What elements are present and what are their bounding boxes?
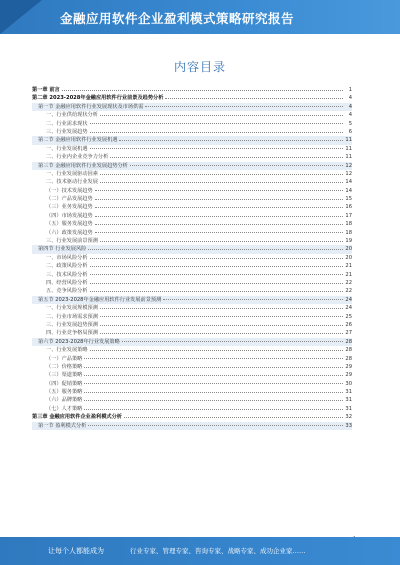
toc-entry-title: 第六节 2023-2028年行业发展策略 <box>32 338 121 346</box>
toc-entry-title: 一、行业发展策略 <box>32 346 89 354</box>
toc-entry-page: 22 <box>345 279 352 286</box>
toc-entry[interactable] <box>32 212 352 220</box>
toc-leader-dots <box>95 224 343 225</box>
header-accent <box>0 0 42 34</box>
toc-entry-page: 30 <box>345 380 352 387</box>
toc-entry[interactable] <box>32 380 352 388</box>
toc-entry-title: 第三章 金融应用软件企业盈利模式分析 <box>32 414 122 421</box>
toc-entry[interactable] <box>32 422 352 430</box>
toc-leader-dots <box>100 333 343 334</box>
toc-entry-page: 20 <box>345 246 352 253</box>
toc-entry[interactable] <box>32 245 352 253</box>
toc-entry-title: 二、行业需求现状 <box>32 120 89 128</box>
toc-entry[interactable] <box>32 229 352 237</box>
toc-entry-title: （六）品牌策略 <box>32 396 83 404</box>
toc-entry-title: （五）服务策略 <box>32 388 83 396</box>
toc-entry-title: 三、行业发展趋势预测 <box>32 321 99 329</box>
toc-entry[interactable] <box>32 271 352 279</box>
toc-leader-dots <box>84 392 343 393</box>
toc-entry-title: 一、行业发展驱动因素 <box>32 170 99 178</box>
toc-entry[interactable] <box>32 413 352 421</box>
toc-entry[interactable] <box>32 329 352 337</box>
toc-leader-dots <box>84 358 343 359</box>
toc-entry-title: 二、技术驱动行业发展 <box>32 178 99 186</box>
toc-entry-title: 三、行业发展趋势 <box>32 128 89 136</box>
toc-entry[interactable] <box>32 103 352 111</box>
toc-entry-page: 4 <box>348 112 352 119</box>
toc-entry-title: 第四节 行业发展风险 <box>32 245 87 253</box>
toc-entry-page: 12 <box>345 170 352 177</box>
toc-leader-dots <box>100 115 343 116</box>
toc-entry[interactable] <box>32 346 352 354</box>
toc-entry-title: （二）价格策略 <box>32 363 83 371</box>
toc-entry-title: （二）产品发展趋势 <box>32 195 94 203</box>
toc-entry-page: 24 <box>345 296 352 303</box>
toc-leader-dots <box>95 232 343 233</box>
footer-bar <box>0 537 400 565</box>
toc-leader-dots <box>100 308 343 309</box>
toc-entry[interactable] <box>32 262 352 270</box>
toc-entry[interactable] <box>32 321 352 329</box>
toc-entry[interactable] <box>32 187 352 195</box>
toc-leader-dots <box>90 123 343 124</box>
toc-leader-dots <box>145 106 343 107</box>
toc-entry[interactable] <box>32 94 352 102</box>
toc-leader-dots <box>90 258 343 259</box>
toc-leader-dots <box>119 140 343 141</box>
toc-leader-dots <box>95 216 343 217</box>
toc-entry-page: 11 <box>345 137 352 144</box>
toc-leader-dots <box>90 274 343 275</box>
toc-entry-page: 14 <box>345 179 352 186</box>
toc-entry-title: （六）政策发展趋势 <box>32 229 94 237</box>
toc-leader-dots <box>88 249 343 250</box>
footer-tagline: 行业专家、管理专家、咨询专家、战略专家、成功企业家…… <box>130 547 306 555</box>
toc-entry-page: 11 <box>345 154 352 161</box>
toc-entry-page: 28 <box>345 355 352 362</box>
toc-entry-title: 二、行业市场需求预测 <box>32 313 99 321</box>
toc-leader-dots <box>100 316 343 317</box>
toc-entry-page: 16 <box>345 204 352 211</box>
toc-entry-page: 19 <box>345 238 352 245</box>
toc-entry[interactable] <box>32 203 352 211</box>
toc-entry-title: 二、政策风险分析 <box>32 262 89 270</box>
toc-entry[interactable] <box>32 254 352 262</box>
toc-entry-page: 18 <box>345 221 352 228</box>
toc-entry-title: 三、行业发展前景预测 <box>32 237 99 245</box>
toc-leader-dots <box>100 182 343 183</box>
toc-leader-dots <box>110 157 343 158</box>
toc-entry[interactable] <box>32 145 352 153</box>
toc-entry-title: 第三节 金融应用软件行业发展趋势分析 <box>32 162 129 170</box>
toc-entry-title: 四、经营风险分析 <box>32 279 89 287</box>
toc-entry[interactable] <box>32 296 352 304</box>
toc-entry-title: （一）产品策略 <box>32 355 83 363</box>
footer-slogan: 让每个人都能成为 <box>48 547 104 555</box>
toc-leader-dots <box>84 383 343 384</box>
toc-entry[interactable] <box>32 304 352 312</box>
toc-leader-dots <box>90 266 343 267</box>
toc-entry-page: 1 <box>348 87 352 93</box>
toc-entry[interactable] <box>32 237 352 245</box>
toc-entry-page: 18 <box>345 229 352 236</box>
toc-leader-dots <box>165 98 343 99</box>
toc-heading: 内容目录 <box>173 60 226 74</box>
toc-entry[interactable] <box>32 279 352 287</box>
toc-leader-dots <box>90 283 343 284</box>
toc-leader-dots <box>90 148 343 149</box>
toc-entry-page: 29 <box>345 363 352 370</box>
toc-entry-page: 12 <box>345 162 352 169</box>
toc-leader-dots <box>84 367 343 368</box>
toc-entry[interactable] <box>32 128 352 136</box>
toc-leader-dots <box>90 350 343 351</box>
toc-entry-title: （七）人才策略 <box>32 405 83 413</box>
toc-entry[interactable] <box>32 363 352 371</box>
toc-entry[interactable] <box>32 170 352 178</box>
toc-leader-dots <box>130 165 343 166</box>
toc-entry[interactable] <box>32 338 352 346</box>
toc-entry-title: 第二章 2023-2028年金融应用软件行业前景及趋势分析 <box>32 95 164 102</box>
toc-leader-dots <box>90 291 343 292</box>
toc-leader-dots <box>95 190 343 191</box>
toc-entry-page: 31 <box>345 389 352 396</box>
toc-entry[interactable] <box>32 195 352 203</box>
toc-entry-title: 四、行业竞争格局预测 <box>32 329 99 337</box>
toc-entry-page: 5 <box>348 120 352 127</box>
toc-leader-dots <box>100 174 343 175</box>
toc-entry-title: 第一节 金融应用软件行业发展现状及市场供需 <box>32 103 144 111</box>
toc-entry-title: 第一章 前言 <box>32 87 60 93</box>
toc-entry[interactable] <box>32 136 352 144</box>
toc-leader-dots <box>84 409 343 410</box>
toc-leader-dots <box>95 207 343 208</box>
toc-entry[interactable] <box>32 162 352 170</box>
toc-entry-page: 28 <box>345 338 352 345</box>
toc-entry[interactable] <box>32 111 352 119</box>
toc-entry[interactable] <box>32 388 352 396</box>
toc-entry-title: （三）业务发展趋势 <box>32 203 94 211</box>
toc-entry[interactable] <box>32 153 352 161</box>
toc-entry-title: （四）促销策略 <box>32 380 83 388</box>
toc-entry-title: 一、行业供给现状分析 <box>32 111 99 119</box>
toc-entry-title: （一）技术发展趋势 <box>32 187 94 195</box>
toc-entry-page: 14 <box>345 187 352 194</box>
toc-entry-page: 32 <box>345 414 352 421</box>
toc-entry-page: 29 <box>345 372 352 379</box>
toc-leader-dots <box>124 417 343 418</box>
toc-entry-page: 24 <box>345 305 352 312</box>
toc-entry-page: 6 <box>348 128 352 135</box>
toc-entry[interactable] <box>32 405 352 413</box>
toc-entry-title: 一、行业发展规模预测 <box>32 304 99 312</box>
report-title: 金融应用软件企业盈利模式策略研究报告 <box>60 11 295 26</box>
toc-entry[interactable] <box>32 287 352 295</box>
toc-leader-dots <box>100 325 343 326</box>
toc-entry[interactable] <box>32 355 352 363</box>
toc-entry[interactable] <box>32 178 352 186</box>
toc-entry[interactable] <box>32 313 352 321</box>
toc-entry-page: 25 <box>345 313 352 320</box>
toc-entry-page: 20 <box>345 254 352 261</box>
toc-leader-dots <box>62 90 343 91</box>
toc-entry-page: 22 <box>345 288 352 295</box>
toc-entry-page: 26 <box>345 321 352 328</box>
toc-entry-title: 一、市场风险分析 <box>32 254 89 262</box>
toc-entry[interactable] <box>32 120 352 128</box>
toc-entry-page: 17 <box>345 212 352 219</box>
toc-leader-dots <box>122 341 343 342</box>
toc-leader-dots <box>84 375 343 376</box>
toc-entry-page: 21 <box>345 263 352 270</box>
toc-entry[interactable] <box>32 371 352 379</box>
toc-entry-page: 28 <box>345 347 352 354</box>
toc-entry-page: 31 <box>345 397 352 404</box>
toc-entry-page: 15 <box>345 196 352 203</box>
toc-entry-title: （四）市场发展趋势 <box>32 212 94 220</box>
toc-entry-title: 五、竞争风险分析 <box>32 287 89 295</box>
toc-leader-dots <box>95 199 343 200</box>
toc-entry-page: 21 <box>345 271 352 278</box>
toc-entry-title: 二、行业内企业竞争力分析 <box>32 153 109 161</box>
toc-entry-title: 三、技术风险分析 <box>32 271 89 279</box>
toc-leader-dots <box>84 400 343 401</box>
toc-entry-page: 11 <box>345 145 352 152</box>
toc-entry-page: 33 <box>345 422 352 429</box>
toc-entry-title: （三）渠道策略 <box>32 371 83 379</box>
toc-leader-dots <box>90 132 343 133</box>
toc-entry[interactable] <box>32 220 352 228</box>
toc-entry[interactable] <box>32 396 352 404</box>
toc-leader-dots <box>163 299 343 300</box>
toc-entry-title: 第一节 盈利模式分析 <box>32 422 87 430</box>
toc-entry-title: 第五节 2023-2028年金融应用软件行业发展前景预测 <box>32 296 162 304</box>
toc-entry-page: 4 <box>348 95 352 102</box>
toc-entry-page: 31 <box>345 405 352 412</box>
toc-entry-title: （五）服务发展趋势 <box>32 220 94 228</box>
toc-entry-title: 第二节 金融应用软件行业发展机遇 <box>32 136 118 144</box>
toc-entry-page: 27 <box>345 330 352 337</box>
toc-entry-title: 一、行业发展机遇 <box>32 145 89 153</box>
toc-leader-dots <box>88 425 343 426</box>
toc-entry[interactable] <box>32 86 352 94</box>
toc-entry-page: 4 <box>348 103 352 110</box>
toc-leader-dots <box>100 241 343 242</box>
toc-list <box>32 86 352 430</box>
